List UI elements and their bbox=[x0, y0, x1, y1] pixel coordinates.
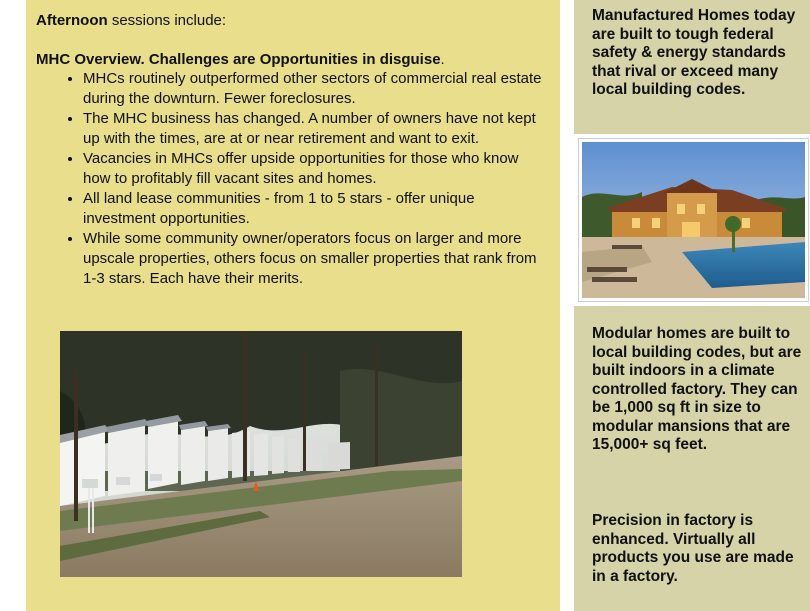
modular-homes-text: Modular homes are built to local building codes, but are built indoors in a climate controlled factory. They can be 1,000 sq ft in size to modular mansions that are 15,000+ sq feet. bbox=[592, 325, 802, 453]
manufactured-homes-text: Manufactured Homes today are built to tough federal safety & energy standards that rival or exceed many local building codes. bbox=[592, 7, 796, 98]
bullet-item: • MHCs routinely outperformed other sectors of commercial real estate during the downturn. Fewer foreclosures. bbox=[83, 69, 543, 109]
precision-text: Precision in factory is enhanced. Virtually all products you use are made in a factory. bbox=[592, 512, 794, 585]
intro-line bbox=[36, 12, 226, 30]
villa-photo-frame bbox=[578, 138, 809, 302]
manufactured-homes-box bbox=[574, 0, 810, 134]
bullet-item: • The MHC business has changed. A number of owners have not kept up with the times, are at or near retirement and want to exit. bbox=[83, 109, 543, 149]
intro-bold: Afternoon bbox=[36, 12, 108, 29]
bullet-item: • All land lease communities - from 1 to 5 stars - offer unique investment opportunities. bbox=[83, 189, 543, 229]
heading-bold: MHC Overview. Challenges are Opportunities in disguise bbox=[36, 51, 441, 68]
bullet-list bbox=[56, 69, 543, 289]
heading-end: . bbox=[440, 51, 445, 68]
modular-homes-box bbox=[574, 306, 810, 611]
modular-mansion-photo bbox=[582, 142, 805, 298]
left-panel bbox=[26, 0, 560, 611]
manufactured-homes-photo bbox=[60, 331, 462, 577]
section-heading bbox=[36, 51, 445, 69]
bullet-item: • While some community owner/operators focus on larger and more upscale properties, others focus on smaller properties that rank from 1-3 stars. Each have their merits. bbox=[83, 229, 543, 289]
bullet-item: • Vacancies in MHCs offer upside opportunities for those who know how to profitably fill vacant sites and homes. bbox=[83, 149, 543, 189]
right-column bbox=[562, 0, 810, 611]
intro-rest: sessions include: bbox=[107, 12, 227, 29]
